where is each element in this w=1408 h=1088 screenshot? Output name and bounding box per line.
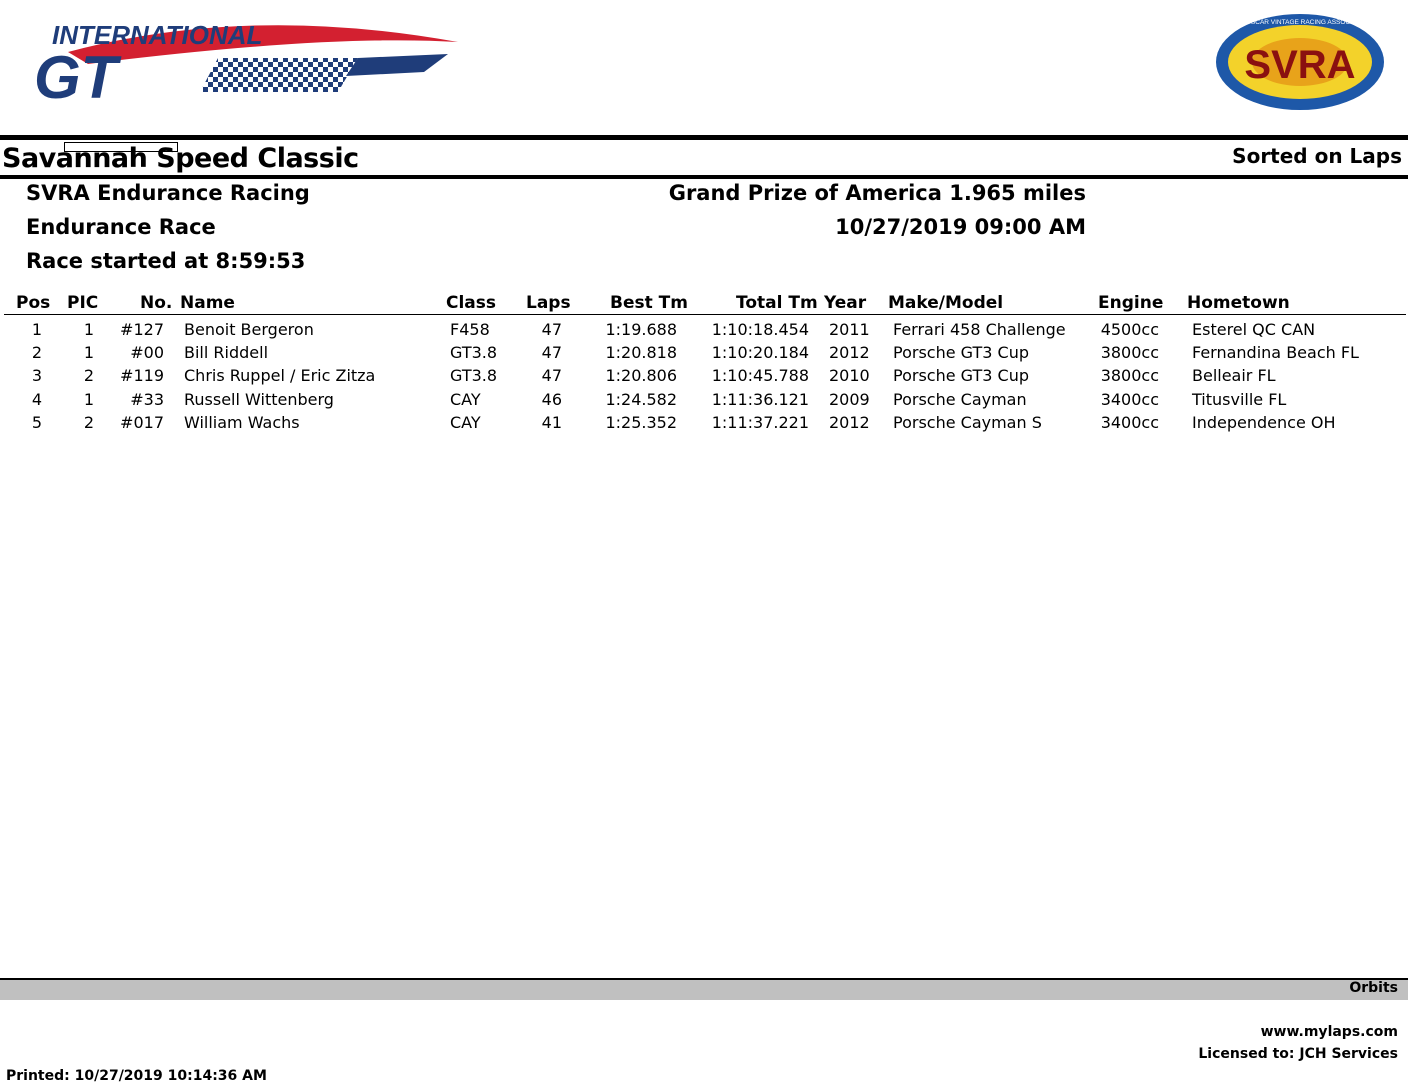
footer-bar [0, 980, 1408, 1000]
svg-text:INTERNATIONAL: INTERNATIONAL [52, 20, 263, 50]
table-row [0, 390, 1408, 413]
table-row [0, 343, 1408, 366]
top-rule [0, 135, 1408, 140]
race-datetime: 10/27/2019 09:00 AM [835, 215, 1086, 239]
cell-class: GT3.8 [450, 343, 498, 362]
cell-name: Bill Riddell [184, 343, 269, 362]
svra-logo [1212, 12, 1388, 112]
cell-engine: 3800cc [1100, 343, 1159, 362]
cell-total: 1:10:45.788 [711, 366, 809, 385]
svg-text:GT: GT [34, 44, 118, 104]
cell-hometown: Esterel QC CAN [1192, 320, 1316, 339]
cell-pos: 3 [31, 366, 42, 385]
col-no: No. [140, 293, 173, 313]
international-gt-logo [28, 12, 468, 104]
license-text: Licensed to: JCH Services [1198, 1046, 1398, 1062]
col-pos: Pos [16, 293, 51, 313]
race-start-time: Race started at 8:59:53 [26, 249, 306, 273]
cell-no: #33 [130, 390, 164, 409]
cell-pos: 1 [31, 320, 42, 339]
cell-year: 2012 [829, 343, 870, 362]
cell-class: F458 [450, 320, 490, 339]
cell-pic: 2 [83, 366, 94, 385]
race-name: Endurance Race [26, 215, 216, 239]
event-title: Savannah Speed Classic [2, 143, 359, 174]
cell-best: 1:20.818 [605, 343, 677, 362]
cell-laps: 47 [541, 320, 562, 339]
cell-year: 2009 [829, 390, 870, 409]
col-year: Year [824, 293, 867, 313]
cell-name: Benoit Bergeron [184, 320, 314, 339]
cell-laps: 47 [541, 366, 562, 385]
cell-no: #127 [120, 320, 164, 339]
cell-class: GT3.8 [450, 366, 498, 385]
cell-name: Chris Ruppel / Eric Zitza [184, 366, 376, 385]
cell-no: #119 [120, 366, 164, 385]
col-best: Best Tm [610, 293, 688, 313]
website-text: www.mylaps.com [1260, 1024, 1398, 1040]
cell-total: 1:11:37.221 [711, 413, 809, 432]
cell-pos: 2 [31, 343, 42, 362]
orbits-label: Orbits [1349, 980, 1398, 996]
col-total: Total Tm [736, 293, 818, 313]
cell-year: 2011 [829, 320, 870, 339]
cell-hometown: Fernandina Beach FL [1192, 343, 1359, 362]
cell-pic: 1 [83, 320, 94, 339]
title-rule [0, 175, 1408, 179]
svg-text:SVRA: SVRA [1244, 43, 1356, 87]
col-name: Name [180, 293, 235, 313]
cell-total: 1:10:18.454 [711, 320, 809, 339]
col-class: Class [446, 293, 497, 313]
cell-year: 2010 [829, 366, 870, 385]
cell-best: 1:24.582 [605, 390, 677, 409]
cell-total: 1:10:20.184 [711, 343, 809, 362]
cell-best: 1:20.806 [605, 366, 677, 385]
table-row [0, 320, 1408, 343]
cell-pic: 1 [83, 390, 94, 409]
cell-engine: 3400cc [1100, 390, 1159, 409]
cell-pos: 5 [31, 413, 42, 432]
cell-make: Porsche Cayman S [893, 413, 1042, 432]
cell-no: #017 [120, 413, 164, 432]
cell-pic: 2 [83, 413, 94, 432]
table-row [0, 366, 1408, 389]
col-make: Make/Model [888, 293, 1004, 313]
col-pic: PIC [67, 293, 99, 313]
cell-name: William Wachs [184, 413, 300, 432]
cell-make: Ferrari 458 Challenge [893, 320, 1066, 339]
cell-pic: 1 [83, 343, 94, 362]
cell-best: 1:25.352 [605, 413, 677, 432]
svg-text:SPORTSCAR VINTAGE RACING ASSOC: SPORTSCAR VINTAGE RACING ASSOCIATION [1228, 19, 1372, 26]
series-name: SVRA Endurance Racing [26, 181, 310, 205]
cell-year: 2012 [829, 413, 870, 432]
track-info: Grand Prize of America 1.965 miles [668, 181, 1086, 205]
printed-timestamp: Printed: 10/27/2019 10:14:36 AM [6, 1068, 267, 1084]
table-row [0, 413, 1408, 436]
cell-hometown: Titusville FL [1192, 390, 1287, 409]
cell-laps: 41 [541, 413, 562, 432]
cell-hometown: Belleair FL [1192, 366, 1276, 385]
cell-class: CAY [450, 390, 481, 409]
cell-engine: 3800cc [1100, 366, 1159, 385]
cell-total: 1:11:36.121 [711, 390, 809, 409]
cell-make: Porsche GT3 Cup [893, 366, 1029, 385]
cell-make: Porsche Cayman [893, 390, 1027, 409]
col-hometown: Hometown [1187, 293, 1290, 313]
cell-best: 1:19.688 [605, 320, 677, 339]
cell-laps: 47 [541, 343, 562, 362]
cell-engine: 3400cc [1100, 413, 1159, 432]
cell-hometown: Independence OH [1192, 413, 1336, 432]
sort-label: Sorted on Laps [1232, 144, 1402, 168]
cell-laps: 46 [541, 390, 562, 409]
cell-no: #00 [130, 343, 164, 362]
cell-make: Porsche GT3 Cup [893, 343, 1029, 362]
cell-class: CAY [450, 413, 481, 432]
column-rule [4, 314, 1406, 315]
col-laps: Laps [526, 293, 571, 313]
cell-name: Russell Wittenberg [184, 390, 334, 409]
cell-pos: 4 [31, 390, 42, 409]
col-engine: Engine [1098, 293, 1164, 313]
cell-engine: 4500cc [1100, 320, 1159, 339]
